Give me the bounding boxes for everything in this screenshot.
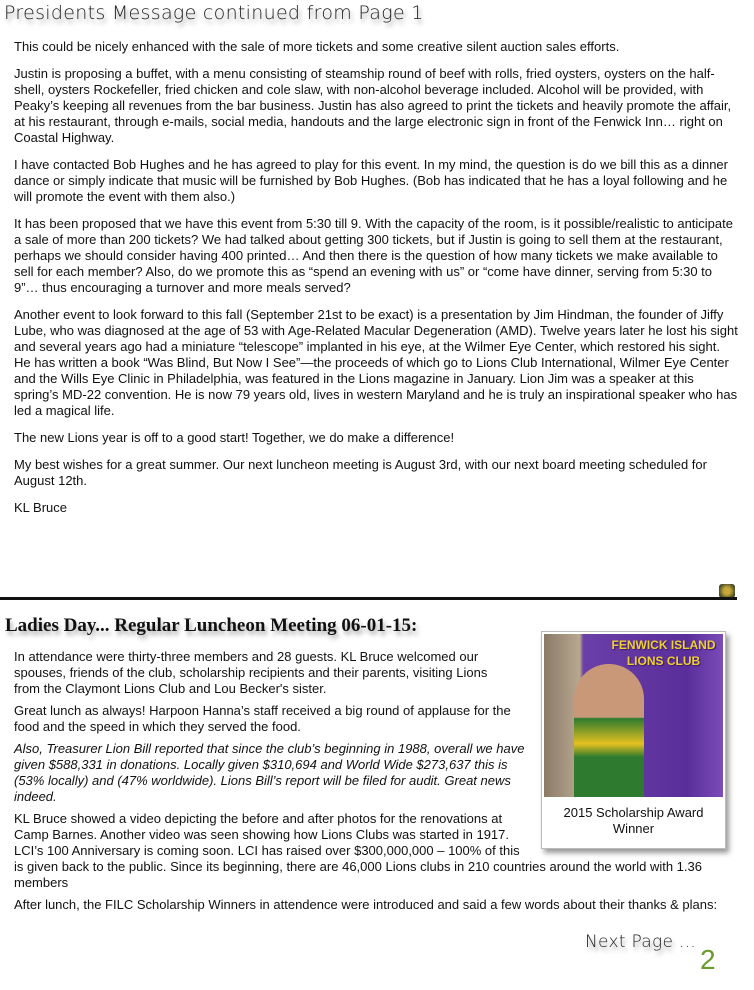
paragraph: Justin is proposing a buffet, with a menu consisting of steamship round of beef with rolls, fried oysters, oysters on the half-shell, oysters Rockefeller, fried chicken and cole slaw, with non-alcohol beverage included. Alcohol will be provided, with Peaky’s keeping all revenues from the bar business. Justin has also agreed to print the tickets and heavily promote the affair, at his restaurant, through e-mails, social media, handouts and the large electronic sign in front of the Fenwick Inn… right on Coastal Highway. <box>14 66 732 145</box>
photo-frame <box>541 631 726 849</box>
luncheon-body <box>14 638 736 919</box>
paragraph: I have contacted Bob Hughes and he has agreed to play for this event. In my mind, the question is do we bill this as a dinner dance or simply indicate that music will be furnished by Bob Hughes. (Bob has indicated that he has a loyal following and he will promote the event with them also.) <box>14 157 728 204</box>
paragraph: Great lunch as always! Harpoon Hanna’s staff received a big round of applause for the food and the speed in which they served the food. <box>14 703 511 734</box>
section-title-presidents-message: Presidents Message continued from Page 1 <box>4 2 424 24</box>
signature: KL Bruce <box>14 500 67 515</box>
section-divider <box>0 597 737 600</box>
lions-seal-icon <box>719 584 735 598</box>
paragraph: KL Bruce showed a video depicting the before and after photos for the renovations at Camp Barnes. Another video was seen showing how Lions Clubs was started in 1917. LCI’s 100 Anniversary is coming soon. LCI has raised over $300,000,000 – 100% of this is given back to the public. Since its beginning, there are 46,000 Lions clubs in 210 countries around the world with 1.36 members <box>14 811 702 890</box>
page-number: 2 <box>700 944 716 975</box>
scholarship-winner-photo <box>544 634 723 797</box>
photo-caption: 2015 Scholarship Award Winner <box>563 805 704 836</box>
paragraph: This could be nicely enhanced with the sale of more tickets and some creative silent auction sales efforts. <box>14 39 620 54</box>
paragraph: Also, Treasurer Lion Bill reported that since the club’s beginning in 1988, overall we have given $588,331 in donations. Locally given $310,694 and World Wide $273,637 this is (53% locally) and (47% worldwide). Lions Bill’s report will be filed for audit. Great news indeed. <box>14 741 525 804</box>
paragraph: The new Lions year is off to a good start! Together, we do make a difference! <box>14 430 455 445</box>
paragraph: My best wishes for a great summer. Our next luncheon meeting is August 3rd, with our next board meeting scheduled for August 12th. <box>14 457 707 488</box>
paragraph: Another event to look forward to this fall (September 21st to be exact) is a presentation by Jim Hindman, the founder of Jiffy Lube, who was diagnosed at the age of 53 with Age-Related Macular Degeneration (AMD). Twelve years later he lost his sight and several years ago had a miniature “telescope” implanted in his eye, at the Wilmer Eye Center, which restored his sight. He has written a book “Was Blind, But Now I See”—the proceeds of which go to Lions Club International, Wilmer Eye Center and the Wills Eye Clinic in Philadelphia, was featured in the Lions magazine in January. Lion Jim was a speaker at this spring’s MD-22 convention. He is now 79 years old, lives in western Maryland and he is truly an inspirational speaker who has led a magical life. <box>14 307 738 418</box>
presidents-message-body <box>14 39 739 527</box>
paragraph: After lunch, the FILC Scholarship Winners in attendence were introduced and said a few words about their thanks & plans: <box>14 897 718 912</box>
photo-banner-text: FENWICK ISLAND LIONS CLUB <box>611 638 716 668</box>
paragraph: It has been proposed that we have this event from 5:30 till 9. With the capacity of the room, is it possible/realistic to anticipate a sale of more than 200 tickets? We had talked about getting 300 tickets, but if Justin is going to sell them at the restaurant, perhaps we should consider having 400 printed… And then there is the question of how many tickets we make available to sell for each member? Also, do we promote this as “spend an evening with us” or “come have dinner, serving from 5:30 to 9”… thus encouraging a turnover and more meals served? <box>14 216 733 295</box>
next-page-link[interactable]: Next Page ... <box>585 932 697 952</box>
section-title-luncheon: Ladies Day... Regular Luncheon Meeting 06-01-15: <box>5 615 418 636</box>
paragraph: In attendance were thirty-three members and 28 guests. KL Bruce welcomed our spouses, friends of the club, scholarship recipients and their parents, visiting Lions from the Claymont Lions Club and Lou Becker's sister. <box>14 649 488 696</box>
speaker-figure <box>574 664 644 797</box>
